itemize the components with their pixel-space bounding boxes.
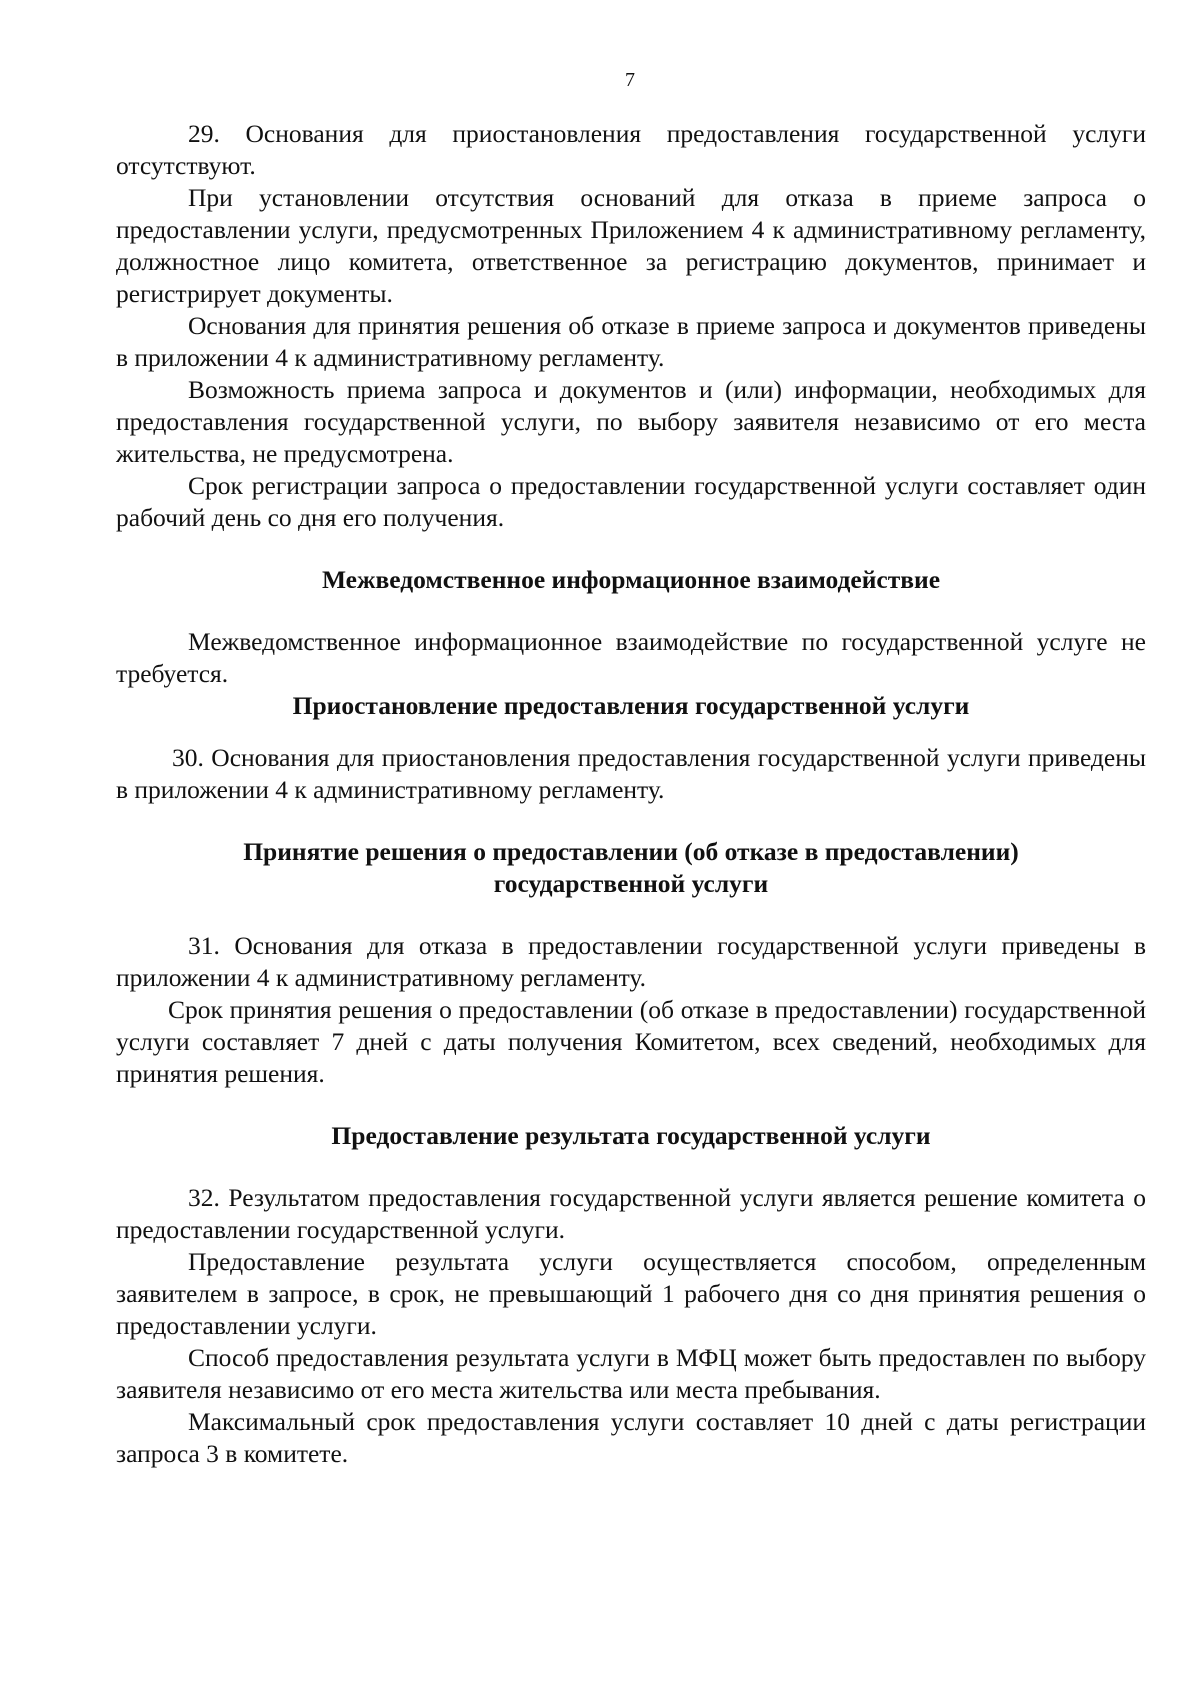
paragraph-29-1: 29. Основания для приостановления предоставления государственной услуги отсутствуют. xyxy=(116,119,1146,180)
paragraph-29-4: Возможность приема запроса и документов и (или) информации, необходимых для предоставления государственной услуги, по выбору заявителя независимо от его места жительства, не предусмотрена. xyxy=(116,375,1146,468)
paragraph-32-4: Максимальный срок предоставления услуги составляет 10 дней с даты регистрации запроса 3 в комитете. xyxy=(116,1407,1146,1468)
section-heading-interagency: Межведомственное информационное взаимодействие xyxy=(321,565,941,594)
section-heading-result: Предоставление результата государственной услуги xyxy=(331,1121,931,1150)
section-heading-decision-line2: государственной услуги xyxy=(493,869,769,898)
section-heading-suspension: Приостановление предоставления государственной услуги xyxy=(292,691,970,720)
paragraph-29-5: Срок регистрации запроса о предоставлении государственной услуги составляет один рабочий день со дня его получения. xyxy=(116,471,1146,532)
paragraph-interagency: Межведомственное информационное взаимодействие по государственной услуге не требуется. xyxy=(116,627,1146,688)
spacer xyxy=(116,534,1146,564)
paragraph-29-3: Основания для принятия решения об отказе в приеме запроса и документов приведены в приложении 4 к административному регламенту. xyxy=(116,311,1146,372)
paragraph-31-1: 31. Основания для отказа в предоставлении государственной услуги приведены в приложении 4 к административному регламенту. xyxy=(116,931,1146,992)
paragraph-29-2: При установлении отсутствия оснований для отказа в приеме запроса о предоставлении услуги, предусмотренных Приложением 4 к административному регламенту, должностное лицо комитета, ответственное за регистрацию документов, принимает и регистрирует документы. xyxy=(116,183,1146,308)
spacer xyxy=(116,900,1146,930)
spacer xyxy=(116,722,1146,742)
spacer xyxy=(116,1152,1146,1182)
paragraph-32-1: 32. Результатом предоставления государственной услуги является решение комитета о предоставлении государственной услуги. xyxy=(116,1183,1146,1244)
paragraph-32-3: Способ предоставления результата услуги в МФЦ может быть предоставлен по выбору заявителя независимо от его места жительства или места пребывания. xyxy=(116,1343,1146,1404)
spacer xyxy=(116,1090,1146,1120)
section-heading-decision-line1: Принятие решения о предоставлении (об отказе в предоставлении) xyxy=(243,837,1019,866)
paragraph-30: 30. Основания для приостановления предоставления государственной услуги приведены в приложении 4 к административному регламенту. xyxy=(116,743,1146,804)
paragraph-32-2: Предоставление результата услуги осуществляется способом, определенным заявителем в запросе, в срок, не превышающий 1 рабочего дня со дня принятия решения о предоставлении услуги. xyxy=(116,1247,1146,1340)
spacer xyxy=(116,596,1146,626)
document-body xyxy=(116,118,1146,1470)
paragraph-31-2: Срок принятия решения о предоставлении (об отказе в предоставлении) государственной услуги составляет 7 дней с даты получения Комитетом, всех сведений, необходимых для принятия решения. xyxy=(116,995,1146,1088)
spacer xyxy=(116,806,1146,836)
page-number: 7 xyxy=(625,69,635,91)
